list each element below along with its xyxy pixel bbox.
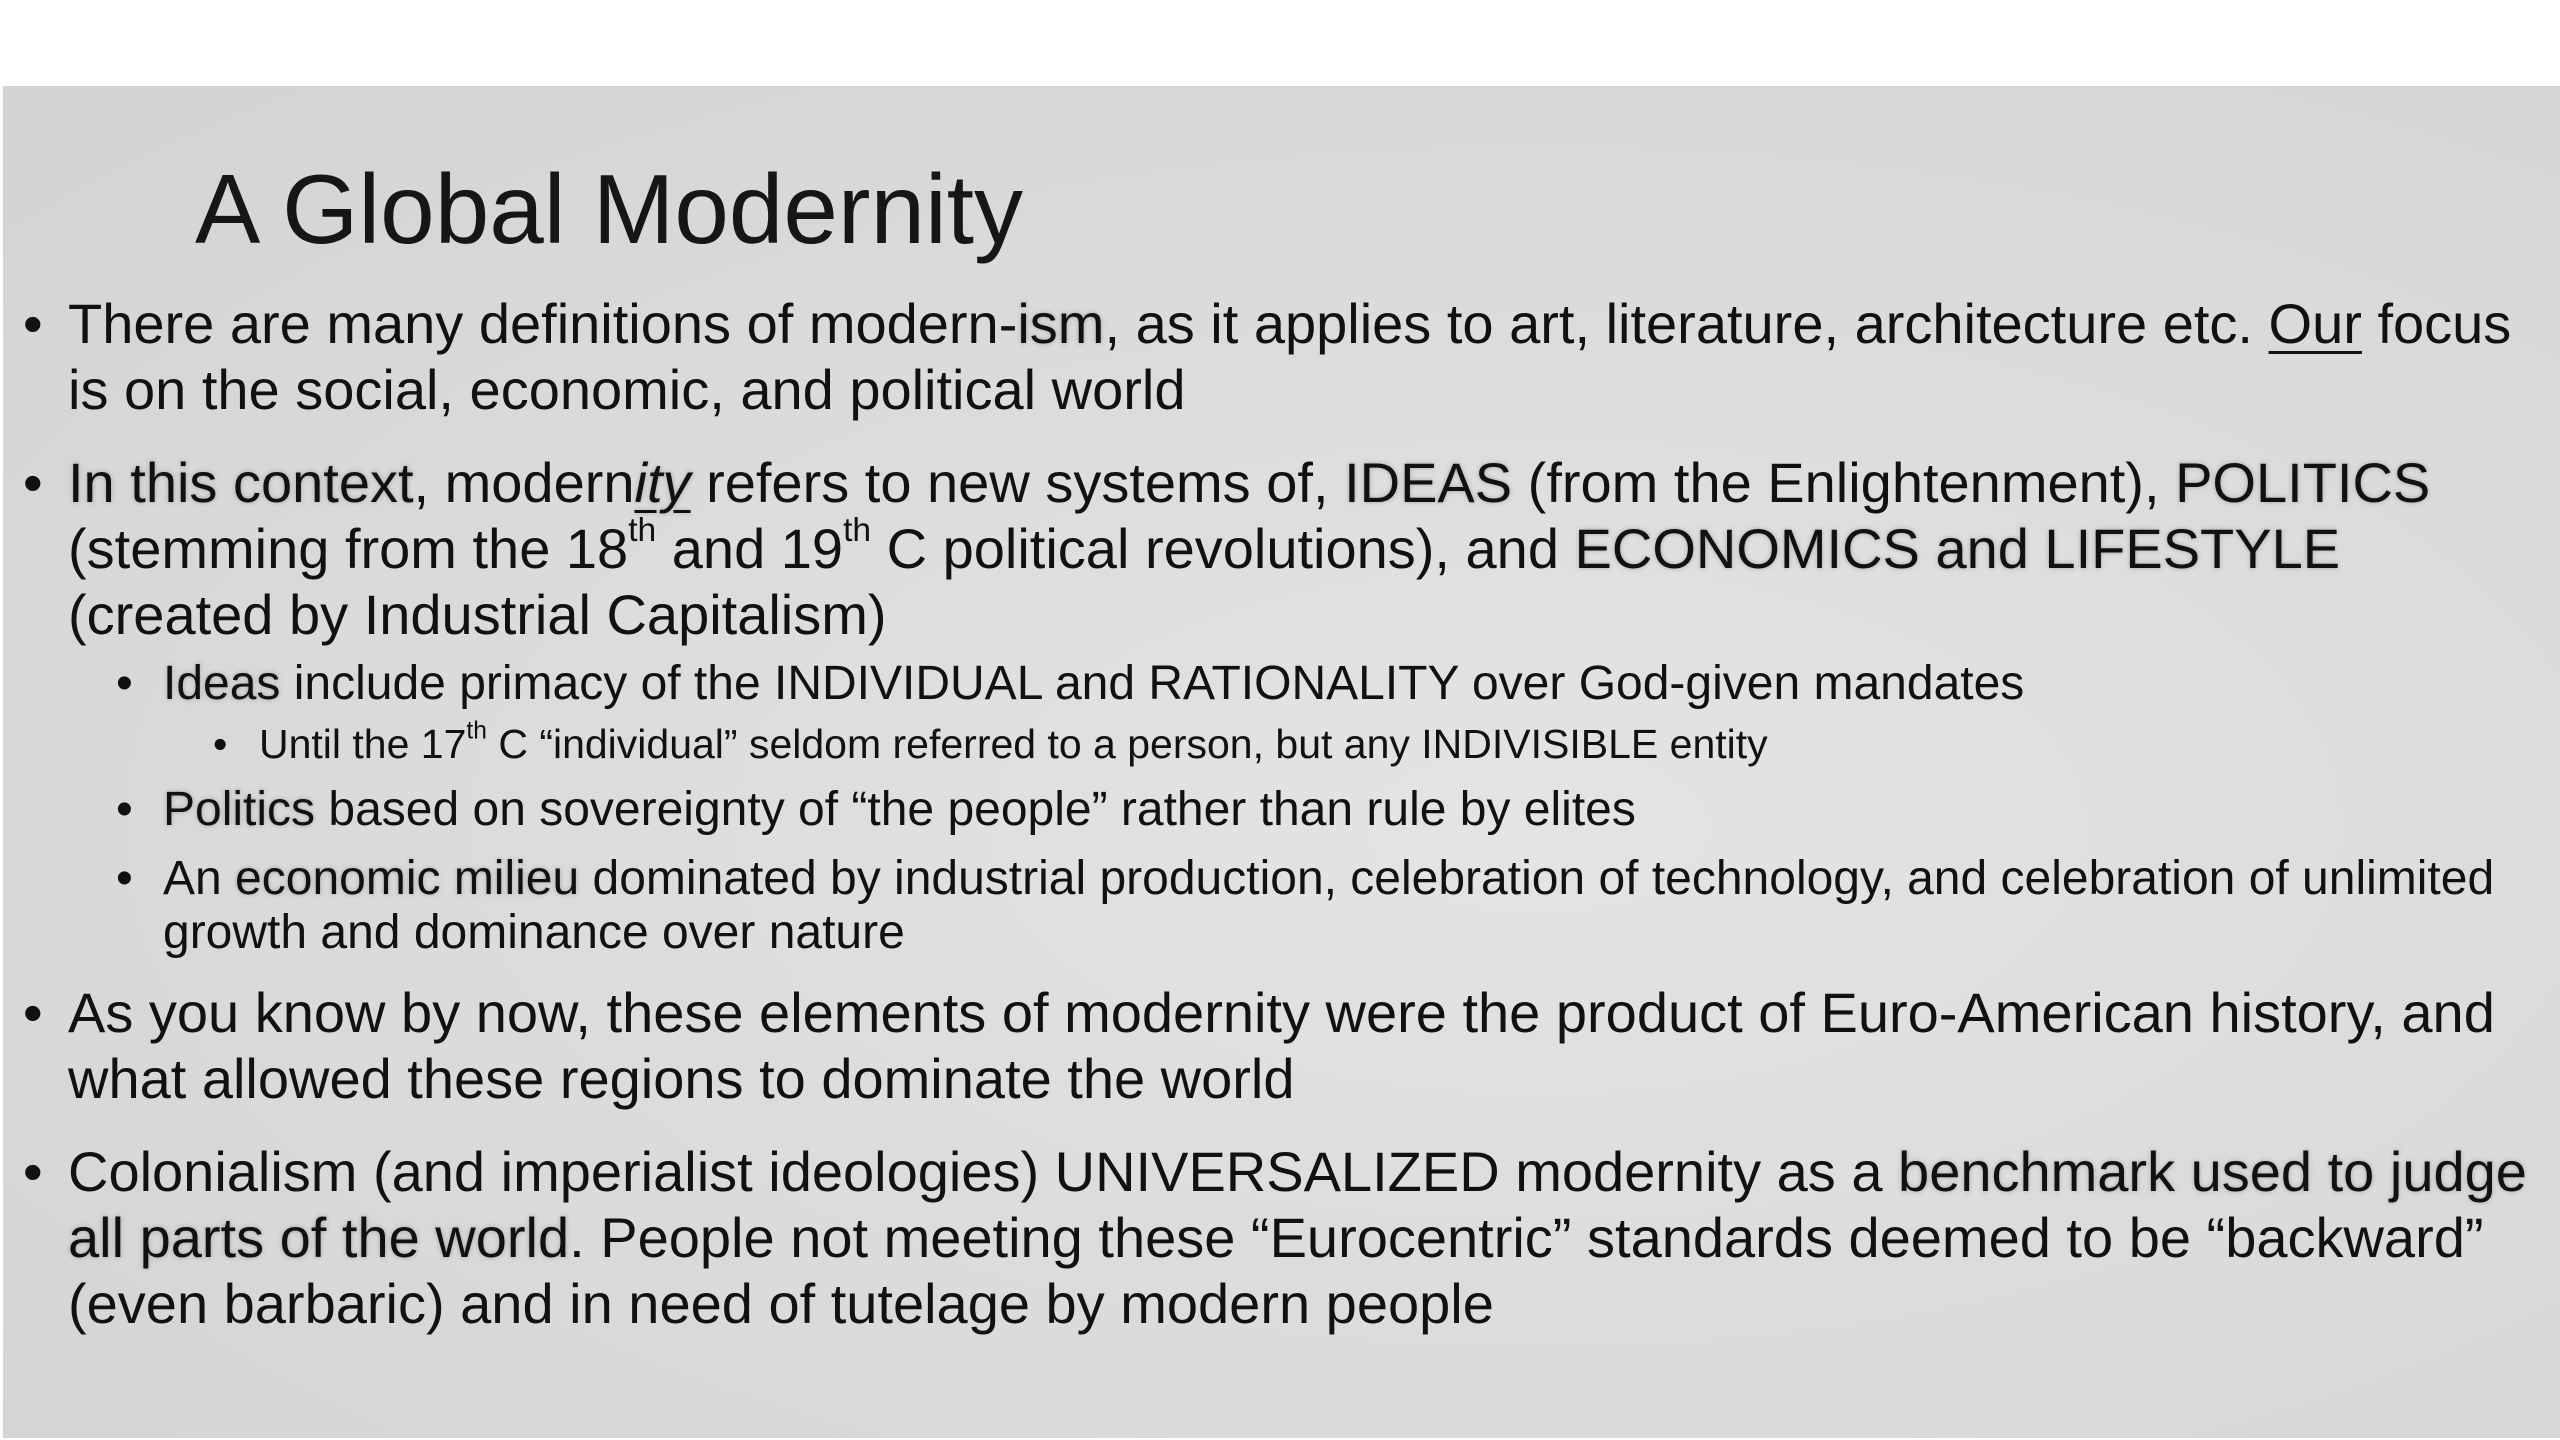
bullet-text: C “individual” seldom referred to a person, but any INDIVISIBLE entity xyxy=(486,721,1768,767)
bullet-marker: • xyxy=(116,783,133,836)
bullet-text: As you know by now, these elements of modernity were the product of Euro-American history, and what allowed these regions to dominate the world xyxy=(68,981,2495,1110)
bullet-text: dominated by industrial production, celebration of technology, and celebration of unlimited growth and dominance over nature xyxy=(163,852,2495,959)
superscript: th xyxy=(843,512,872,550)
emphasis-text: IDEAS xyxy=(1344,451,1513,514)
bullet-marker: • xyxy=(116,852,133,905)
underlined-text: Our xyxy=(2268,292,2362,355)
slide xyxy=(3,86,2560,1438)
bullet-text: (created by Industrial Capitalism) xyxy=(68,583,887,646)
bullet-marker: • xyxy=(23,1140,43,1203)
bullet-marker: • xyxy=(116,657,133,710)
emphasis-text: In this context xyxy=(68,451,414,514)
bullet-marker: • xyxy=(23,981,43,1044)
slide-title: A Global Modernity xyxy=(195,154,1023,264)
bullet-text: An xyxy=(163,852,236,905)
bullet-marker: • xyxy=(23,292,43,355)
bullet-text: based on sovereignty of “the people” rather than rule by elites xyxy=(315,783,1636,836)
emphasis-text: ism xyxy=(1017,292,1105,355)
slide-body xyxy=(3,291,2560,1364)
bullet-marker: • xyxy=(23,451,43,514)
emphasis-text: ECONOMICS and LIFESTYLE xyxy=(1574,517,2341,580)
bullet-text: Until the 17 xyxy=(259,721,467,767)
bullet-text: , as it applies to art, literature, architecture etc. xyxy=(1104,292,2269,355)
sub-sub-bullet-individual xyxy=(3,718,2560,770)
bullet-marker: • xyxy=(213,721,228,767)
sub-bullet-economic-milieu xyxy=(3,852,2560,960)
bullet-modernism-definitions xyxy=(3,291,2560,423)
sub-bullet-ideas xyxy=(3,656,2560,712)
superscript: th xyxy=(466,717,487,745)
emphasis-text: Politics xyxy=(163,783,316,836)
bullet-modernity-context xyxy=(3,450,2560,648)
emphasis-text: benchmark used to judge all parts of the world xyxy=(68,1140,2527,1269)
bullet-text: include primacy of the INDIVIDUAL and RATIONALITY over God-given mandates xyxy=(280,657,2025,710)
bullet-text: There are many definitions of modern- xyxy=(68,292,1018,355)
bullet-text: (from the Enlightenment), xyxy=(1512,451,2176,514)
bullet-text: Colonialism (and imperialist ideologies) UNIVERSALIZED modernity as a xyxy=(68,1140,1899,1203)
bullet-text: refers to new systems of, xyxy=(690,451,1345,514)
bullet-text: (stemming from the 18 xyxy=(68,517,629,580)
bullet-text: and 19 xyxy=(656,517,844,580)
sub-bullet-politics xyxy=(3,782,2560,838)
bullet-text: . People not meeting these “Eurocentric” standards deemed to be “backward” (even barbaric) and in need of tutelage by modern people xyxy=(68,1206,2484,1335)
bullet-text: focus is on the social, economic, and political world xyxy=(68,292,2512,421)
emphasis-text: ity xyxy=(634,451,691,514)
superscript: th xyxy=(628,512,657,550)
emphasis-text: POLITICS xyxy=(2175,451,2431,514)
emphasis-text: Ideas xyxy=(163,657,281,710)
bullet-text: , modern xyxy=(413,451,635,514)
bullet-euro-american-history xyxy=(3,980,2560,1112)
bullet-colonialism xyxy=(3,1139,2560,1337)
emphasis-text: economic milieu xyxy=(235,852,580,905)
bullet-text: C political revolutions), and xyxy=(871,517,1575,580)
